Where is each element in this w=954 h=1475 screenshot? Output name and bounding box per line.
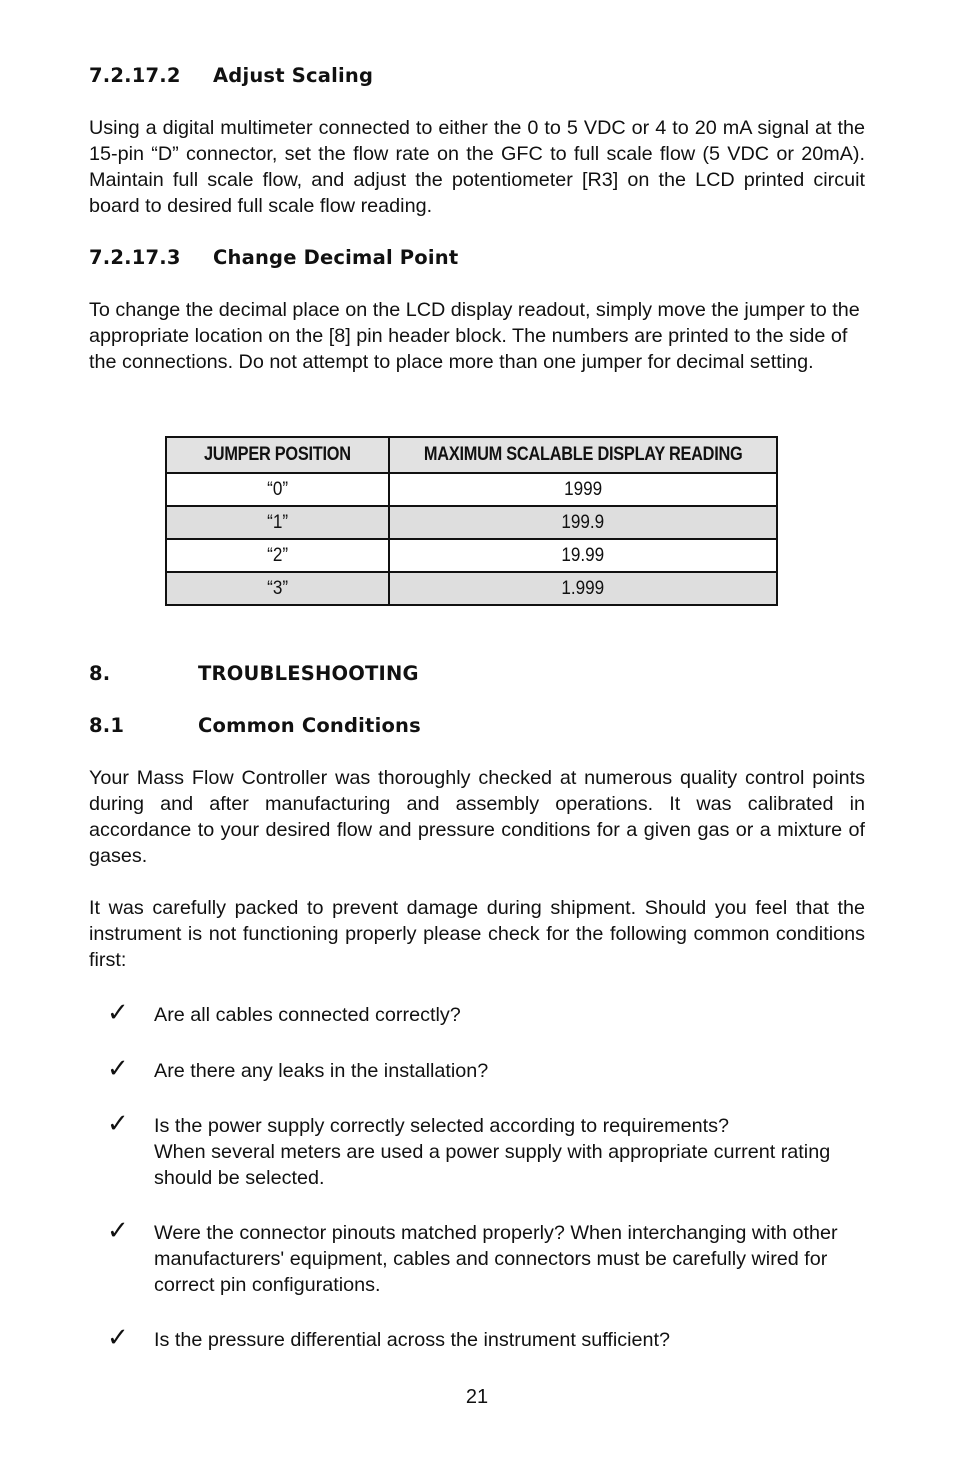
table-cell-reading: 1999	[389, 473, 777, 506]
table-row	[166, 572, 777, 605]
checklist-item-text: Is the pressure differential across the instrument sufficient?	[154, 1329, 671, 1351]
section-title: Adjust Scaling	[213, 64, 374, 87]
check-mark-icon: ✓	[107, 1323, 129, 1353]
change-decimal-point-paragraph: To change the decimal place on the LCD display readout, simply move the jumper to the appropriate location on the [8] pin header block. The numbers are printed to the side of the connections. Do not attempt to place more than one jumper for decimal setting.	[89, 299, 860, 373]
section-heading-troubleshooting	[89, 662, 419, 685]
check-mark-icon: ✓	[107, 998, 129, 1028]
section-title: TROUBLESHOOTING	[198, 662, 419, 685]
table-header-row	[166, 437, 777, 473]
section-heading-common-conditions	[89, 714, 421, 737]
table-row	[166, 506, 777, 539]
check-mark-icon: ✓	[107, 1216, 129, 1246]
column-header-max-display-reading: MAXIMUM SCALABLE DISPLAY READING	[389, 437, 777, 473]
table-cell-reading: 199.9	[389, 506, 777, 539]
section-number: 8.	[89, 662, 111, 685]
section-heading-adjust-scaling	[89, 64, 373, 87]
check-mark-icon: ✓	[107, 1054, 129, 1084]
table-cell-reading: 1.999	[389, 572, 777, 605]
section-title: Change Decimal Point	[213, 246, 459, 269]
table-row	[166, 473, 777, 506]
common-conditions-paragraph-2: It was carefully packed to prevent damage during shipment. Should you feel that the instrument is not functioning properly please check for the following common conditions first:	[89, 897, 865, 971]
table-cell-reading: 19.99	[389, 539, 777, 572]
table-cell-position: “3”	[166, 572, 389, 605]
section-number: 8.1	[89, 714, 125, 737]
checklist-item-text: Is the power supply correctly selected according to requirements? When several meters are used a power supply with appropriate current rating should be selected.	[154, 1115, 831, 1189]
adjust-scaling-paragraph: Using a digital multimeter connected to either the 0 to 5 VDC or 4 to 20 mA signal at the 15-pin “D” connector, set the flow rate on the GFC to full scale flow (5 VDC or 20mA). Maintain full scale flow, and adjust the potentiometer [R3] on the LCD printed circuit board to desired full scale flow reading.	[89, 117, 865, 217]
checklist-item-text: Were the connector pinouts matched properly? When interchanging with other manufacturers' equipment, cables and connectors must be carefully wired for correct pin configurations.	[154, 1222, 838, 1296]
section-number: 7.2.17.3	[89, 246, 181, 269]
section-title: Common Conditions	[198, 714, 421, 737]
common-conditions-paragraph-1: Your Mass Flow Controller was thoroughly checked at numerous quality control points during and after manufacturing and assembly operations. It was calibrated in accordance to your desired flow and pressure conditions for a given gas or a mixture of gases.	[89, 767, 865, 867]
section-number: 7.2.17.2	[89, 64, 181, 87]
table-cell-position: “1”	[166, 506, 389, 539]
page-number: 21	[465, 1386, 489, 1408]
table-cell-position: “0”	[166, 473, 389, 506]
checklist-item-text: Are all cables connected correctly?	[154, 1004, 461, 1026]
section-heading-change-decimal-point	[89, 246, 458, 269]
table-row	[166, 539, 777, 572]
jumper-position-table	[165, 436, 778, 606]
column-header-jumper-position: JUMPER POSITION	[166, 437, 389, 473]
table-cell-position: “2”	[166, 539, 389, 572]
checklist-item-text: Are there any leaks in the installation?	[154, 1060, 489, 1082]
check-mark-icon: ✓	[107, 1109, 129, 1139]
